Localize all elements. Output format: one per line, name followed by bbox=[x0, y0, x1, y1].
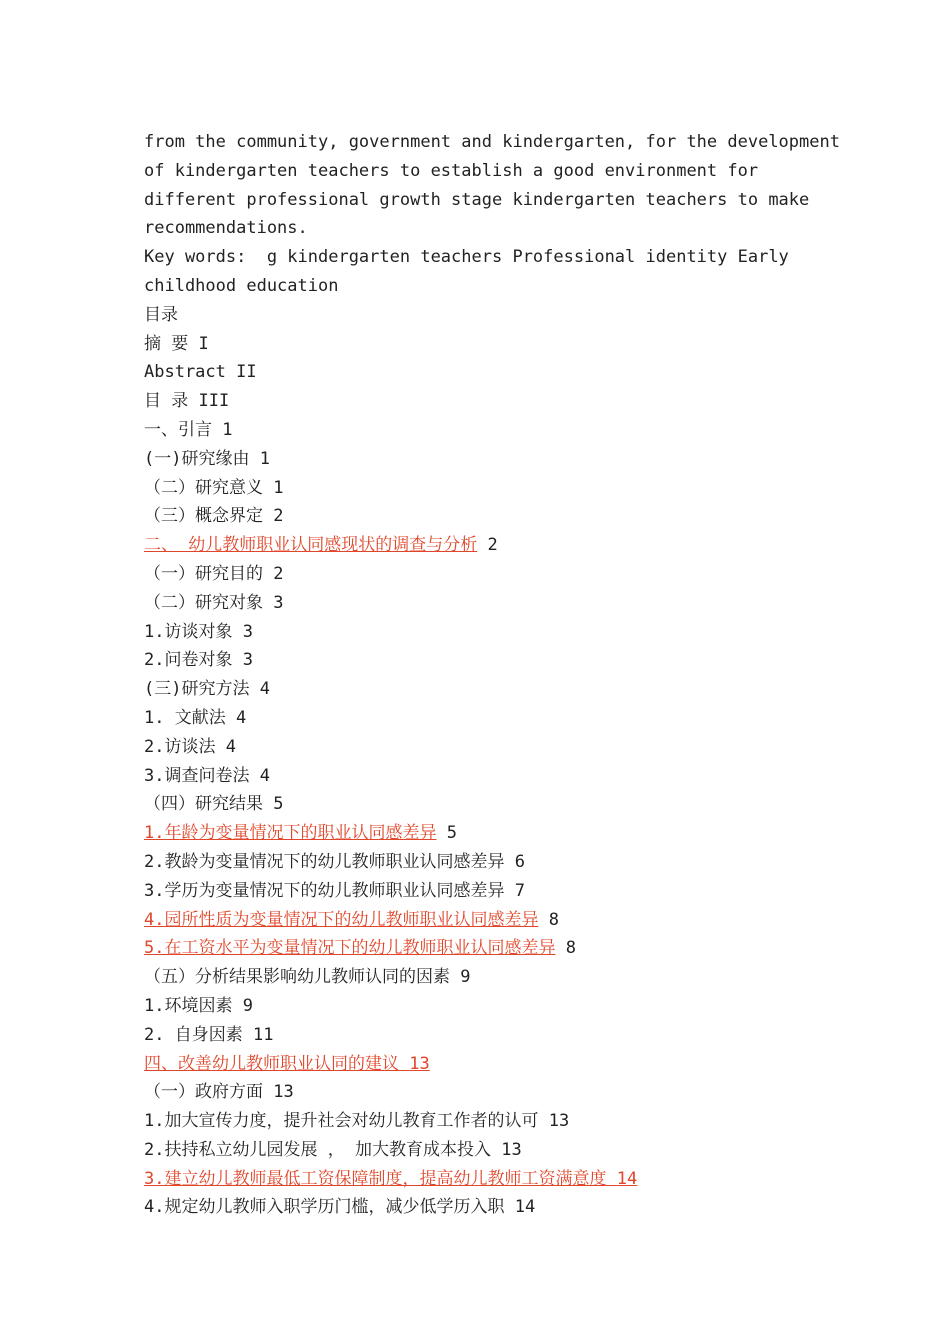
toc-page-number: 6 bbox=[514, 851, 525, 872]
toc-entry-link[interactable]: 5.在工资水平为变量情况下的幼儿教师职业认同感差异 bbox=[144, 938, 556, 959]
toc-page-number: 2 bbox=[273, 506, 284, 527]
toc-page-number: 8 bbox=[565, 938, 576, 959]
toc-entry bbox=[144, 848, 824, 877]
toc-entry bbox=[144, 589, 824, 618]
toc-entry bbox=[144, 1193, 824, 1222]
toc-page-number: 14 bbox=[514, 1197, 536, 1218]
toc-entry bbox=[144, 618, 824, 647]
toc-page-number: 7 bbox=[514, 880, 525, 901]
toc-entry bbox=[144, 445, 824, 474]
toc-entry[interactable] bbox=[144, 934, 824, 963]
abstract-line: of kindergarten teachers to establish a good environment for bbox=[144, 160, 759, 181]
toc-entry bbox=[144, 790, 824, 819]
toc-entry-label: 2. 自身因素 bbox=[144, 1024, 243, 1045]
toc-page-number: 4 bbox=[259, 679, 270, 700]
toc-entry bbox=[144, 416, 824, 445]
toc-page-number: 4 bbox=[235, 707, 247, 728]
toc-entry-label: 2.扶持私立幼儿园发展 ， 加大教育成本投入 bbox=[144, 1139, 491, 1160]
toc-entry-label: （四）研究结果 bbox=[144, 794, 263, 815]
toc-page-number[interactable]: 14 bbox=[616, 1168, 638, 1189]
toc-page-number: II bbox=[236, 362, 257, 383]
toc-entry-label: 2.问卷对象 bbox=[144, 650, 233, 671]
toc-page-number: 9 bbox=[460, 967, 471, 988]
toc-page-number: 4 bbox=[225, 736, 236, 757]
toc-entry-link[interactable]: 4.园所性质为变量情况下的幼儿教师职业认同感差异 bbox=[144, 909, 539, 930]
toc-page-number: 13 bbox=[501, 1139, 522, 1160]
toc-page-number: 1 bbox=[273, 477, 284, 498]
toc-page-number: 13 bbox=[273, 1082, 294, 1103]
toc-entry bbox=[144, 733, 824, 762]
toc-entry[interactable] bbox=[144, 1165, 824, 1194]
toc-page-number: 3 bbox=[242, 621, 253, 642]
toc-page-number: 2 bbox=[487, 535, 498, 556]
toc-page-number: 5 bbox=[273, 794, 284, 815]
toc-entry-label: （一）研究目的 bbox=[144, 563, 263, 584]
toc-entry bbox=[144, 358, 824, 387]
toc-entry[interactable] bbox=[144, 531, 824, 560]
toc-entry-link[interactable]: 四、改善幼儿教师职业认同的建议 bbox=[144, 1053, 399, 1074]
toc-page-number: 2 bbox=[273, 563, 284, 584]
toc-entry-link[interactable]: 3.建立幼儿教师最低工资保障制度，提高幼儿教师工资满意度 bbox=[144, 1168, 607, 1189]
toc-entry-label: 1. 文献法 bbox=[144, 707, 226, 728]
toc-entry-label: （二）研究意义 bbox=[144, 477, 263, 498]
toc-entry bbox=[144, 1107, 824, 1136]
toc-entry-link[interactable]: 1.年龄为变量情况下的职业认同感差异 bbox=[144, 823, 437, 844]
abstract-line: from the community, government and kindergarten, for the development bbox=[144, 132, 840, 152]
toc-entry bbox=[144, 675, 824, 704]
toc-entry-link[interactable]: 二、 幼儿教师职业认同感现状的调查与分析 bbox=[144, 535, 478, 556]
toc-entry[interactable] bbox=[144, 819, 824, 848]
toc-title: 目录 bbox=[144, 304, 178, 325]
keywords-line: childhood education bbox=[144, 275, 339, 296]
toc-entry[interactable] bbox=[144, 1050, 824, 1079]
toc-entry-label: 摘 要 bbox=[144, 333, 189, 354]
toc-entry-label: 2.访谈法 bbox=[144, 736, 216, 757]
toc-entry-label: （二）研究对象 bbox=[144, 592, 263, 613]
toc-page-number: 3 bbox=[242, 650, 253, 671]
toc-entry bbox=[144, 1021, 824, 1050]
toc-entry-label: 4.规定幼儿教师入职学历门槛，减少低学历入职 bbox=[144, 1197, 505, 1218]
toc-entry-label: 1.环境因素 bbox=[144, 995, 233, 1016]
toc-entry-label: 一、引言 bbox=[144, 419, 212, 440]
toc-page-number: III bbox=[198, 391, 230, 412]
toc-entry bbox=[144, 1078, 824, 1107]
toc-entry bbox=[144, 330, 824, 359]
toc-entry bbox=[144, 646, 824, 675]
document-page bbox=[144, 128, 840, 1222]
toc-page-number: 13 bbox=[548, 1111, 570, 1132]
toc-entry-label: (一)研究缘由 bbox=[144, 448, 250, 469]
toc-page-number: 3 bbox=[273, 592, 284, 613]
toc-entry bbox=[144, 762, 824, 791]
table-of-contents bbox=[144, 330, 824, 1223]
toc-entry-label: （五）分析结果影响幼儿教师认同的因素 bbox=[144, 967, 450, 988]
toc-page-number[interactable]: 13 bbox=[409, 1053, 430, 1074]
toc-entry bbox=[144, 963, 824, 992]
toc-page-number: 9 bbox=[242, 995, 253, 1016]
toc-page-number: I bbox=[198, 333, 209, 354]
abstract-line: recommendations. bbox=[144, 218, 308, 239]
toc-entry-label: (三)研究方法 bbox=[144, 679, 250, 700]
toc-entry-label: 目 录 bbox=[144, 391, 189, 412]
toc-page-number: 8 bbox=[548, 909, 559, 930]
toc-entry bbox=[144, 992, 824, 1021]
toc-page-number: 4 bbox=[259, 765, 270, 786]
toc-entry[interactable] bbox=[144, 906, 824, 935]
abstract-line: different professional growth stage kindergarten teachers to make bbox=[144, 189, 810, 210]
toc-entry-label: （三）概念界定 bbox=[144, 506, 263, 527]
toc-entry bbox=[144, 560, 824, 589]
keywords-line: Key words: g kindergarten teachers Professional identity Early bbox=[144, 247, 789, 268]
toc-entry bbox=[144, 1136, 824, 1165]
toc-entry-label: 3.调查问卷法 bbox=[144, 765, 250, 786]
toc-entry bbox=[144, 502, 824, 531]
toc-page-number: 1 bbox=[259, 448, 270, 469]
toc-entry-label: 1.访谈对象 bbox=[144, 621, 233, 642]
toc-entry-label: （一）政府方面 bbox=[144, 1082, 263, 1103]
toc-entry bbox=[144, 704, 824, 733]
toc-page-number: 1 bbox=[222, 419, 233, 440]
toc-page-number: 5 bbox=[446, 823, 457, 844]
toc-entry bbox=[144, 877, 824, 906]
toc-entry bbox=[144, 474, 824, 503]
toc-page-number: 11 bbox=[252, 1024, 274, 1045]
toc-entry-label: 3.学历为变量情况下的幼儿教师职业认同感差异 bbox=[144, 880, 505, 901]
toc-entry-label: 2.教龄为变量情况下的幼儿教师职业认同感差异 bbox=[144, 851, 505, 872]
toc-entry-label: 1.加大宣传力度，提升社会对幼儿教育工作者的认可 bbox=[144, 1111, 539, 1132]
toc-entry-label: Abstract bbox=[144, 362, 226, 383]
toc-entry bbox=[144, 387, 824, 416]
